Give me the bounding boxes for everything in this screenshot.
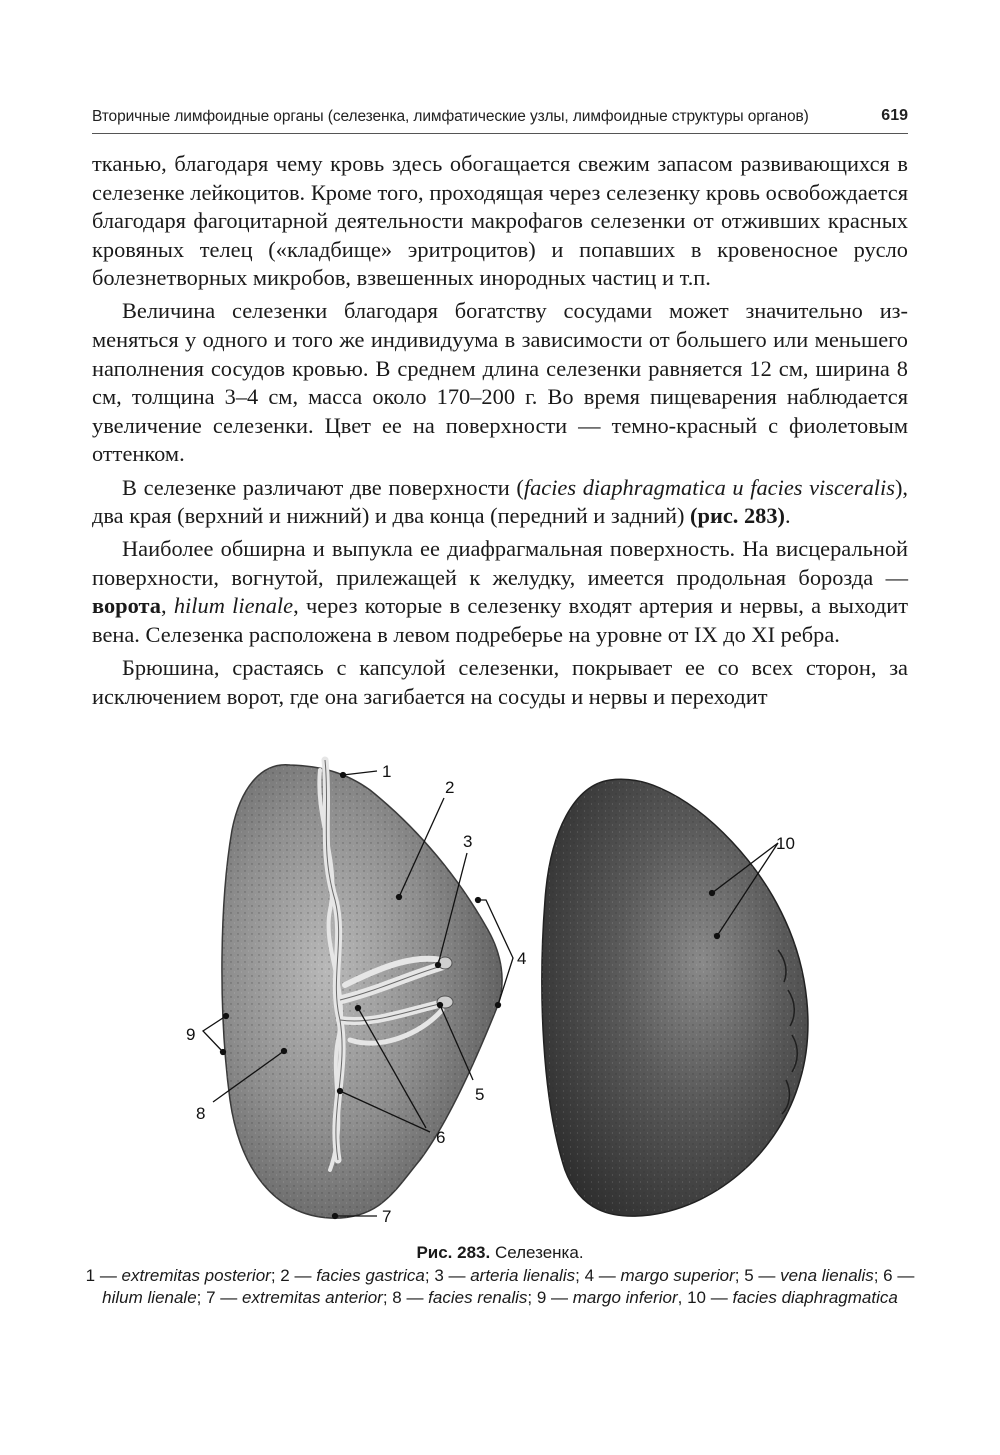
figure-label-3: 3 <box>463 832 473 851</box>
paragraph-1: тканью, благодаря чему кровь здесь обогащается свежим запасом развивающихся в селезенке лейкоцитов. Кроме того, проходящая через селезенку кровь освобождается благодаря фагоцитарной деятельности макрофагов селезенки от отживших красных кровяных телец («кладбище» эритроцитов) и попавших в кровеносное русло болезнетворных микробов, взвешенных инородных частиц и т.п. <box>92 151 908 291</box>
caption-item: 5 — vena lienalis; <box>744 1265 884 1285</box>
page-number: 619 <box>881 107 908 124</box>
paragraph-3-text-e: . <box>785 503 791 529</box>
running-header <box>92 104 908 134</box>
caption-item: 8 — facies renalis; <box>392 1288 537 1307</box>
figure-label-10: 10 <box>776 834 795 853</box>
paragraph-3 <box>92 474 908 531</box>
caption-legend <box>86 1266 915 1308</box>
paragraph-4 <box>92 535 908 649</box>
running-header-title: Вторичные лимфоидные органы (селезенка, лимфатические узлы, лимфоидные структуры органов) <box>92 108 809 125</box>
paragraph-3-figure-ref: (рис. 283) <box>690 503 786 529</box>
paragraph-3-text-a: В селезенке различают две поверхности ( <box>122 474 524 500</box>
paragraph-4-text-e: , через которые в селезенку входят артерия и нервы, а выходит вена. Селезенка расположена в левом подреберье на уровне от IX до XI ребра. <box>92 593 908 647</box>
figure-label-9: 9 <box>186 1025 196 1044</box>
paragraph-4-text-a: Наиболее обширна и выпукла ее диафрагмальная поверхность. На висцеральной поверхности, вогнутой, прилежащей к желудку, имеется продольная борозда — <box>92 536 908 590</box>
paragraph-5: Брюшина, срастаясь с капсулой селезенки, покрывает ее со всех сторон, за исключением ворот, где она загибается на сосуды и нервы и переходит <box>92 655 908 709</box>
figure-caption <box>82 1242 918 1310</box>
caption-item: 10 — facies diaphragmatica <box>687 1288 898 1307</box>
paragraph-3-text-c: ), два края (верхний и нижний) и два конца (передний и задний) <box>92 474 908 529</box>
figure-label-8: 8 <box>196 1104 206 1123</box>
figure-label-7: 7 <box>382 1207 392 1226</box>
spleen-visceral-view <box>222 760 502 1218</box>
caption-item: 2 — facies gastrica; <box>280 1265 435 1285</box>
body-text <box>92 150 908 716</box>
figure-label-4: 4 <box>517 949 527 968</box>
figure-label-5: 5 <box>475 1085 485 1104</box>
caption-figure-number: Рис. 283. <box>416 1243 491 1262</box>
figure-label-1: 1 <box>382 762 392 781</box>
caption-item: 9 — margo inferior, <box>536 1288 688 1307</box>
figure-label-6: 6 <box>436 1128 446 1147</box>
spleen-illustration <box>180 750 820 1240</box>
spleen-diaphragmatic-view <box>542 779 808 1216</box>
paragraph-3-latin-term: facies diaphragmatica u facies visceralis <box>523 474 895 500</box>
caption-item: 7 — extremitas anterior; <box>206 1288 393 1307</box>
paragraph-2: Величина селезенки благодаря богатству сосудами может значительно изменяться у одного и того же индивидуума в зависимости от большего или меньшего наполнения сосудов кровью. В среднем длина селезенки равняется 12 см, ширина 8 см, толщина 3–4 см, масса около 170–200 г. Во время пищеварения наблюдается увеличение селезенки. Цвет ее на поверхности — темно-красный с фиолетовым оттенком. <box>92 298 908 467</box>
paragraph-4-latin-term: hilum lienale <box>173 593 294 619</box>
figure-label-2: 2 <box>445 778 455 797</box>
caption-figure-title: Селезенка. <box>490 1243 584 1262</box>
caption-item: 6 — hilum lienale; <box>102 1265 915 1307</box>
caption-item: 1 — extremitas posterior; <box>85 1265 281 1285</box>
caption-item: 3 — arteria lienalis; <box>434 1265 585 1285</box>
caption-title <box>82 1242 918 1265</box>
paragraph-4-bold-term: ворота <box>92 593 161 619</box>
paragraph-4-text-c: , <box>160 593 174 619</box>
caption-item: 4 — margo superior; <box>584 1265 745 1285</box>
